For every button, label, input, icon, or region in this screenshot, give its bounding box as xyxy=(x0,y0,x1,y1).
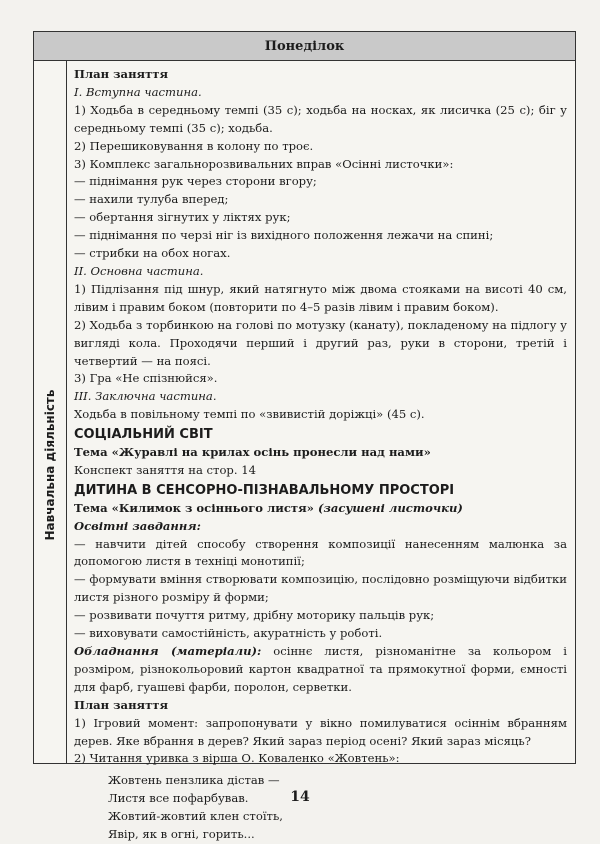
side-column xyxy=(34,60,67,763)
equipment xyxy=(74,643,567,697)
poem-line: Листя все пофарбував. xyxy=(108,791,249,806)
sensory-theme-title: Тема «Килимок з осіннього листя» xyxy=(74,500,314,515)
part2-title: II. Основна частина. xyxy=(74,263,204,278)
sensory-plan-title: План заняття xyxy=(74,697,169,712)
poem-line: Жовтень пензлика дістав — xyxy=(108,773,280,788)
social-heading: СОЦІАЛЬНИЙ СВІТ xyxy=(74,427,213,443)
final-item: Ходьба в повільному темпі по «звивистій доріжці» (45 с). xyxy=(74,407,425,422)
sensory-plan-item: 1) Ігровий момент: запропонувати у вікно помилуватися осіннім вбранням дерев. Яке вбрання в дерев? Який зараз період осені? Який зараз місяць? xyxy=(74,715,567,748)
sensory-theme xyxy=(74,500,567,518)
equipment-text: осіннє листя, різноманітне за кольором і розміром, різнокольоровий картон квадратної та прямокутної форми, ємності для фарб, гуашеві фарби, поролон, серветки. xyxy=(74,644,568,694)
main-item: 1) Підлізання під шнур, який натягнуто між двома стояками на висоті 40 см, лівим і правим боком (повторити по 4–5 разів лівим і правим боком). xyxy=(74,281,567,314)
sensory-heading: ДИТИНА В СЕНСОРНО-ПІЗНАВАЛЬНОМУ ПРОСТОРІ xyxy=(74,482,455,498)
goal-item: — формувати вміння створювати композицію, послідовно розміщуючи відбитки листя різного розміру й форми; xyxy=(74,572,567,605)
plan-item: 1) Ходьба в середньому темпі (35 с); ходьба на носках, як лисичка (25 с); біг у середньому темпі (35 с); ходьба. xyxy=(74,102,567,135)
sensory-plan-item: 2) Читання уривка з вірша О. Коваленко «Жовтень»: xyxy=(74,751,400,766)
plan-item: 3) Комплекс загальнорозвивальних вправ «Осінні листочки»: xyxy=(74,156,454,171)
sensory-theme-note: (засушені листочки) xyxy=(313,500,463,515)
poem-line: Жовтий-жовтий клен стоїть, xyxy=(108,809,283,824)
goal-item: — виховувати самостійність, акуратність у роботі. xyxy=(74,626,383,641)
exercise-item: — стрибки на обох ногах. xyxy=(74,246,231,261)
page-number: 14 xyxy=(290,789,310,805)
social-note: Конспект заняття на стор. 14 xyxy=(74,462,256,477)
goals-title: Освітні завдання: xyxy=(74,518,201,533)
plan-item: 2) Перешиковування в колону по троє. xyxy=(74,138,314,153)
goal-item: — розвивати почуття ритму, дрібну моторику пальців рук; xyxy=(74,608,435,623)
equipment-label: Обладнання (матеріали): xyxy=(74,644,262,658)
social-theme: Тема «Журавлі на крилах осінь пронесли над нами» xyxy=(74,445,431,460)
side-label: Навчальна діяльність xyxy=(43,389,57,541)
exercise-item: — обертання зігнутих у ліктях рук; xyxy=(74,210,291,225)
exercise-item: — нахили тулуба вперед; xyxy=(74,192,229,207)
day-title: Понеділок xyxy=(264,38,345,54)
page-frame xyxy=(33,31,576,842)
plan-title: План заняття xyxy=(74,67,169,81)
exercise-item: — піднімання рук через сторони вгору; xyxy=(74,174,317,189)
exercise-item: — піднімання по черзі ніг із вихідного положення лежачи на спині; xyxy=(74,228,494,243)
day-header xyxy=(34,32,575,61)
lesson-content xyxy=(74,66,567,844)
part3-title: III. Заключна частина. xyxy=(74,389,217,404)
main-item: 3) Гра «Не спізнюйся». xyxy=(74,371,218,386)
poem-line: Явір, як в огні, горить... xyxy=(108,827,255,842)
main-item: 2) Ходьба з торбинкою на голові по мотузку (канату), покладеному на підлогу у вигляді кола. Проходячи перший і другий раз, руки в сторони, третій і четвертий — на поясі. xyxy=(74,317,567,368)
part1-title: I. Вступна частина. xyxy=(74,84,202,99)
goal-item: — навчити дітей способу створення композиції нанесенням малюнка за допомогою листя в техніці монотипії; xyxy=(74,536,567,569)
